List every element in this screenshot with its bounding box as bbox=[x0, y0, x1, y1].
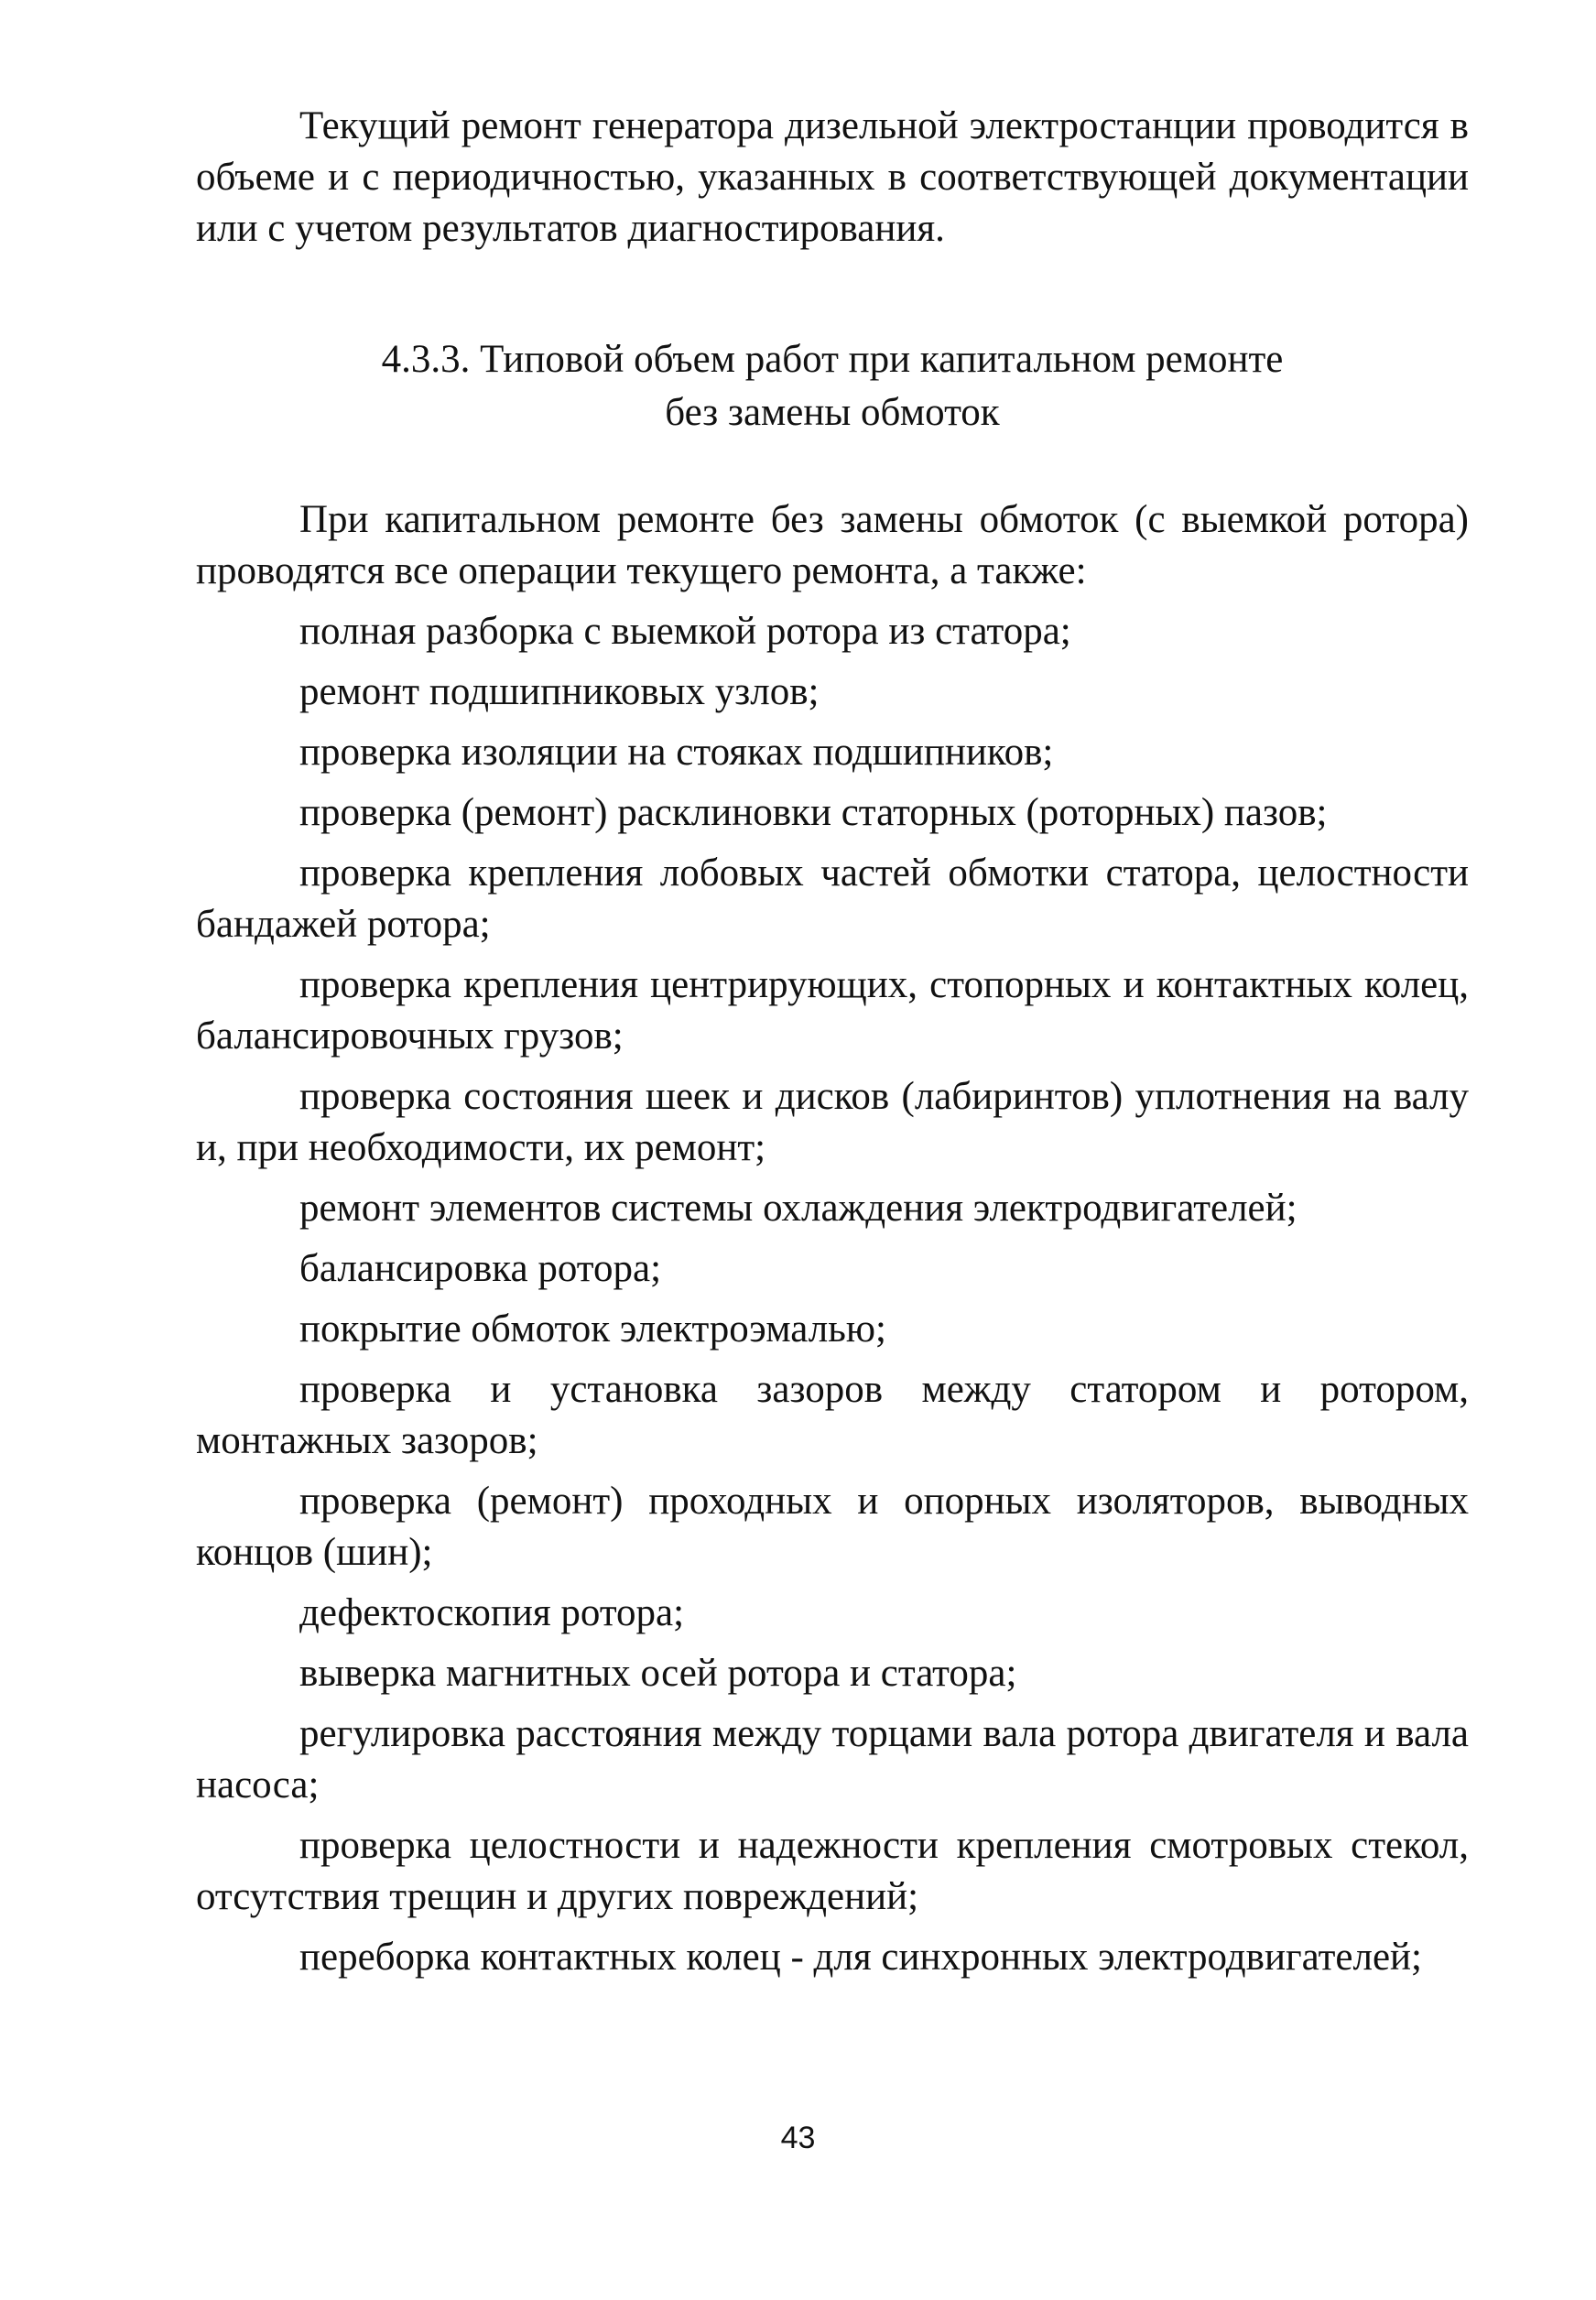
list-item: ремонт элементов системы охлаждения электродвигателей; bbox=[299, 1187, 1297, 1230]
list-item: проверка (ремонт) проходных и опорных изоляторов, выводных концов (шин); bbox=[196, 1480, 1469, 1574]
list-item: проверка и установка зазоров между статором и ротором, монтажных зазоров; bbox=[196, 1368, 1469, 1462]
list-item: полная разборка с выемкой ротора из статора; bbox=[299, 610, 1071, 653]
paragraph-current-repair: Текущий ремонт генератора дизельной электростанции проводится в объеме и с периодичностью, указанных в соответствующей документации или с учетом результатов диагностирования. bbox=[196, 104, 1469, 250]
section-heading-line-2: без замены обмоток bbox=[665, 391, 1000, 434]
list-item: дефектоскопия ротора; bbox=[299, 1591, 685, 1634]
list-item: проверка крепления лобовых частей обмотки статора, целостности бандажей ротора; bbox=[196, 852, 1469, 946]
list-item: проверка целостности и надежности крепления смотровых стекол, отсутствия трещин и других повреждений; bbox=[196, 1824, 1469, 1918]
list-item: проверка крепления центрирующих, стопорных и контактных колец, балансировочных грузов; bbox=[196, 963, 1469, 1058]
list-item: выверка магнитных осей ротора и статора; bbox=[299, 1652, 1017, 1695]
list-item: балансировка ротора; bbox=[299, 1247, 662, 1290]
list-item: ремонт подшипниковых узлов; bbox=[299, 670, 820, 713]
document-page bbox=[196, 101, 1469, 1983]
list-item: проверка состояния шеек и дисков (лабиринтов) уплотнения на валу и, при необходимости, их ремонт; bbox=[196, 1075, 1469, 1169]
page-number: 43 bbox=[780, 2121, 816, 2155]
list-item: проверка изоляции на стояках подшипников; bbox=[299, 731, 1054, 774]
operations-list bbox=[196, 606, 1469, 1983]
list-item: проверка (ремонт) расклиновки статорных (роторных) пазов; bbox=[299, 791, 1328, 834]
list-item: переборка контактных колец - для синхронных электродвигателей; bbox=[299, 1936, 1422, 1979]
list-item: покрытие обмоток электроэмалью; bbox=[299, 1307, 886, 1351]
list-item: регулировка расстояния между торцами вала ротора двигателя и вала насоса; bbox=[196, 1712, 1469, 1806]
intro-paragraph: При капитальном ремонте без замены обмоток (с выемкой ротора) проводятся все операции текущего ремонта, а также: bbox=[196, 498, 1469, 592]
section-heading bbox=[196, 333, 1469, 439]
section-heading-line-1: 4.3.3. Типовой объем работ при капитальном ремонте bbox=[381, 338, 1284, 381]
